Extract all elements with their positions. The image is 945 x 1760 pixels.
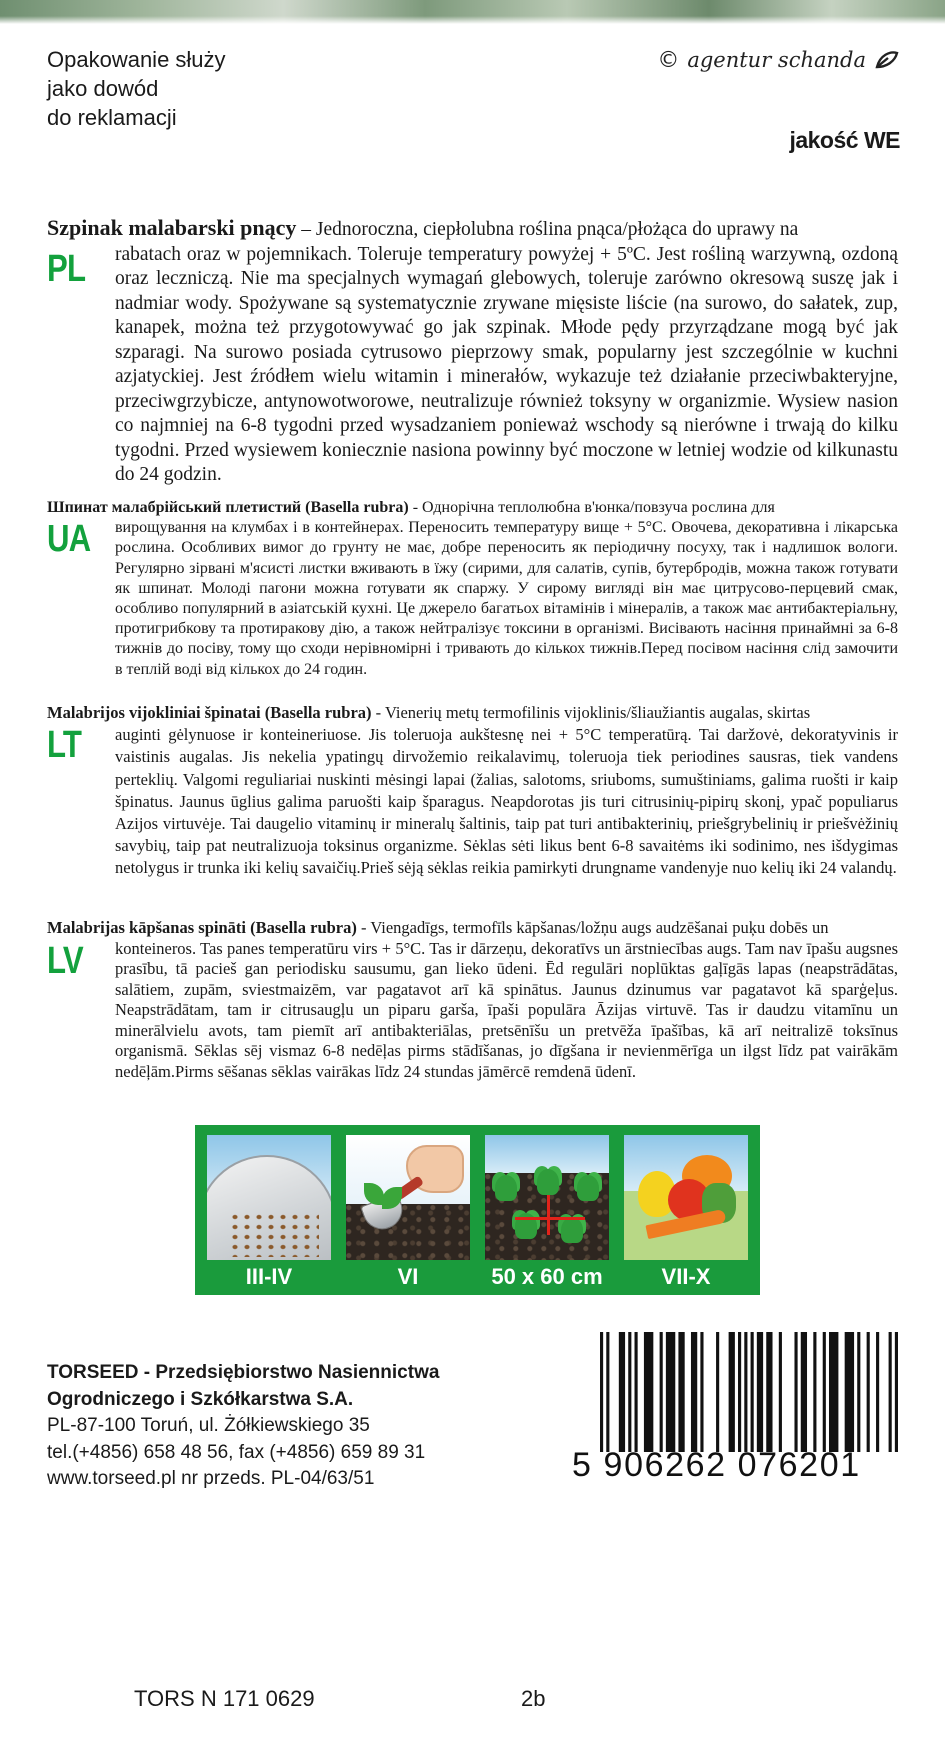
barcode-bar: [876, 1332, 879, 1452]
barcode-bar: [867, 1332, 870, 1452]
barcode-bar: [779, 1332, 782, 1452]
lang-code-lt: LT: [47, 724, 82, 766]
complaint-line-1: Opakowanie służy: [47, 47, 226, 72]
section-ua-lead: - Однорічна теплолюбна в'юнка/повзуча рослина для: [408, 499, 775, 516]
barcode-bar: [813, 1332, 816, 1452]
picto-label-sowing: III-IV: [245, 1264, 293, 1289]
barcode-bar: [801, 1332, 807, 1452]
barcode-bar: [619, 1332, 625, 1452]
barcode-bar: [766, 1332, 772, 1452]
company-web: www.torseed.pl nr przeds. PL-04/63/51: [47, 1468, 375, 1489]
brand-credit: [657, 45, 900, 75]
company-info: [47, 1360, 439, 1493]
company-name-line-2: Ogrodniczego i Szkółkarstwa S.A.: [47, 1388, 354, 1410]
quality-mark: jakość WE: [789, 127, 900, 153]
barcode-bar: [738, 1332, 741, 1452]
barcode-bar: [644, 1332, 653, 1452]
section-ua: [47, 498, 898, 680]
section-ua-body: вирощування на клумбах і в контейнерах. Переносить температуру вище + 5°C. Овочева, декоративна і лікарська рослина. Особливих вимог до грунту не має, добре переносить як періодичну посуху, так і надлишок вологи. Регулярно зірвані м'ясисті листки вживають в їжу (сирими, для салатів, супів, бутербродів, можна також готувати як шпинат. Молоді пагони можна готувати як спаржу. У сирому вигляді він має цитрусово-перцевий смак, особливо популярний в азіатській кухні. Це джерело багатьох вітамінів і мінералів, а також має антибактеріальну, протигрибкову та протиракову дію, а також нейтралізує токсини в організмі. Висівають насіння принаймні за 6-8 тижнів до посіву, тому що сходи нерівномірні і тривають до кількох тижнів.Перед посівом насіння слід замочити в теплій воді від кількох до 24 годин.: [115, 519, 898, 678]
section-pl-lead: – Jednoroczna, ciepłolubna roślina pnąca/płożąca do uprawy na: [296, 219, 799, 240]
barcode-bar: [628, 1332, 631, 1452]
ean-barcode: [572, 1332, 902, 1492]
copyright-symbol: ©: [657, 47, 680, 73]
section-lt: [47, 702, 898, 880]
complaint-notice: [47, 45, 226, 132]
barcode-bar: [744, 1332, 747, 1452]
barcode-bar: [895, 1332, 898, 1452]
section-lt-heading: [47, 702, 898, 724]
brand-name: agentur schanda: [687, 48, 866, 72]
section-ua-title: Шпинат малабрійський плетистий (Basella rubra): [47, 499, 409, 516]
plant-spacing-icon: [485, 1135, 609, 1260]
complaint-line-2: jako dowód: [47, 76, 159, 101]
barcode-bar: [600, 1332, 603, 1452]
tunnel-cover: [207, 1155, 331, 1260]
barcode-bar: [635, 1332, 638, 1452]
section-lv-body: konteineros. Tas panes temperatūru virs + 5°C. Tas ir dārzeņu, dekoratīvs un ārstniecības augs. Tam nav īpašu augsnes prasību, tā pacieš gan periodisku sausumu, gan lieko ūdeni. Ēd regulāri noplūktas gaļīgās lapas (neapstrādātas, salātiem, zupām, sviestmaizēm, var pagatavot arī kā spinātus. Jaunus dzinumus var pagatavot kā sparģeļus. Neapstrādātam, tam ir citrusaugļu un piparu garša, īpaši populāra Āzijas virtuvē. Tas ir daudzu vitamīnu un minerālvielu avots, tam piemīt arī antibakteriālas, pretsēnīšu un pretvēža īpašības, kā arī neitralizē toksīnus organismā. Sēklas sēj vismaz 6-8 nedēļas pirms stādīšanas, jo dīgšana ir nevienmērīga un ilgst līdz pat vairākām nedēļām.Pirms sēšanas sēklas vairākas līdz 24 stundas jāmērcē remdenā ūdenī.: [115, 938, 898, 1081]
barcode-bar: [845, 1332, 854, 1452]
barcode-bar: [606, 1332, 609, 1452]
lang-code-ua: UA: [47, 518, 91, 560]
barcode-bars: [600, 1332, 898, 1452]
section-lv-title: Malabrijas kāpšanas spināti (Basella rubra): [47, 918, 357, 937]
cultivation-pictograms: [195, 1125, 760, 1295]
barcode-bar: [857, 1332, 860, 1452]
leaf-arrow-icon: [874, 49, 900, 71]
company-name-line-1: TORSEED - Przedsiębiorstwo Nasiennictwa: [47, 1362, 440, 1383]
section-lv-lead: - Viengadīgs, termofīls kāpšanas/ložņu augs audzēšanai puķu dobēs un: [356, 918, 829, 937]
complaint-line-3: do reklamacji: [47, 105, 177, 130]
picto-label-spacing: 50 x 60 cm: [491, 1264, 603, 1289]
picto-label-harvest: VII-X: [661, 1264, 711, 1289]
barcode-bar: [889, 1332, 892, 1452]
picto-label-planting: VI: [397, 1264, 419, 1289]
company-address: PL-87-100 Toruń, ul. Żółkiewskiego 35: [47, 1415, 370, 1436]
product-code: TORS N 171 0629: [134, 1686, 315, 1711]
section-pl-heading: [47, 216, 898, 243]
section-lt-title: Malabrijos vijokliniai špinatai (Basella rubra): [47, 703, 372, 722]
seeds: [229, 1212, 319, 1257]
section-lv: [47, 918, 898, 1082]
barcode-bar: [660, 1332, 663, 1452]
planting-out-icon: [346, 1135, 470, 1260]
lang-code-pl: PL: [47, 248, 86, 290]
spacing-line-horizontal: [515, 1217, 585, 1220]
company-phone: tel.(+4856) 658 48 56, fax (+4856) 659 89 31: [47, 1441, 426, 1463]
barcode-bar: [823, 1332, 826, 1452]
barcode-bar: [666, 1332, 675, 1452]
barcode-digits: 5 906262 076201: [572, 1446, 861, 1484]
barcode-bar: [757, 1332, 763, 1452]
tunnel-sowing-icon: [207, 1135, 331, 1260]
print-side: 2b: [521, 1686, 546, 1711]
section-lv-heading: [47, 918, 898, 939]
spacing-line-vertical: [547, 1195, 550, 1235]
barcode-bar: [829, 1332, 838, 1452]
section-pl-title: Szpinak malabarski pnący: [47, 215, 297, 240]
lang-code-lv: LV: [47, 940, 83, 982]
section-lt-body: auginti gėlynuose ir konteineriuose. Jis toleruoja aukštesnę nei + 5°C temperatūrą. Tai daržovė, dekoratyvinis ir vaistinis augalas. Jis nekelia ypatingų dirvožemio reikalavimų, toleruoja tiek periodines sausras, tiek vandens perteklių. Valgomi reguliariai nuskinti mėsingi lapai (žalias, salotoms, sriuboms, sumuštiniams, galima ruošti ir kaip špinatus. Jaunus ūglius galima paruošti kaip šparagus. Neapdorotas jis turi citrusinių-pipirų skonį, ypač populiarus Azijos virtuvėje. Tai daugelio vitaminų ir mineralų šaltinis, taip pat turi antibakterinių, priešgrybelinių ir priešvėžinių savybių, taip pat neutralizuoja toksinus organizme. Sėklas sėti likus bent 6-8 savaitėms iki sodinimo, nes išdygimas netolygus ir trunka iki kelių savaičių.Prieš sėją sėklas reikia pamirkyti drungname vandenyje nuo kelių iki 24 valandų.: [115, 725, 898, 878]
barcode-bar: [751, 1332, 754, 1452]
barcode-bar: [691, 1332, 697, 1452]
barcode-bar: [700, 1332, 703, 1452]
barcode-bar: [716, 1332, 719, 1452]
barcode-bar: [678, 1332, 684, 1452]
section-ua-heading: [47, 498, 898, 518]
harvest-icon: [624, 1135, 748, 1260]
section-pl: [47, 216, 898, 488]
top-photo-strip: [0, 0, 945, 24]
barcode-bar: [729, 1332, 735, 1452]
section-lt-lead: - Vienerių metų termofilinis vijoklinis/šliaužiantis augalas, skirtas: [371, 703, 811, 722]
section-pl-body: rabatach oraz w pojemnikach. Toleruje temperatury powyżej + 5ºC. Jest rośliną warzywną, ozdoną oraz leczniczą. Nie ma specjalnych wymagań glebowych, toleruje zarówno okresową suszę jak i nadmiar wody. Spożywane są systematycznie zrywane mięsiste liście (na surowo, do sałatek, zup, kanapek, można też przygotowywać go jak szpinak. Młode pędy przyrządzane mogą być jak szparagi. Na surowo posiada cytrusowo pieprzowy smak, popularny jest szczególnie w kuchni azjatyckiej. Jest źródłem wielu witamin i minerałów, wykazuje też działanie przeciwbakteryjne, przeciwgrzybicze, antynowotworowe, neutralizuje również toksyny w organizmie. Wysiew nasion co najmniej na 6-8 tygodni przed wysadzaniem ponieważ wschody są nierówne i trwają do kilku tygodni. Przed wysiewem koniecznie nasiona powinny być moczone w letniej wodzie od kilkunastu do 24 godzin.: [115, 243, 898, 485]
barcode-bar: [794, 1332, 797, 1452]
